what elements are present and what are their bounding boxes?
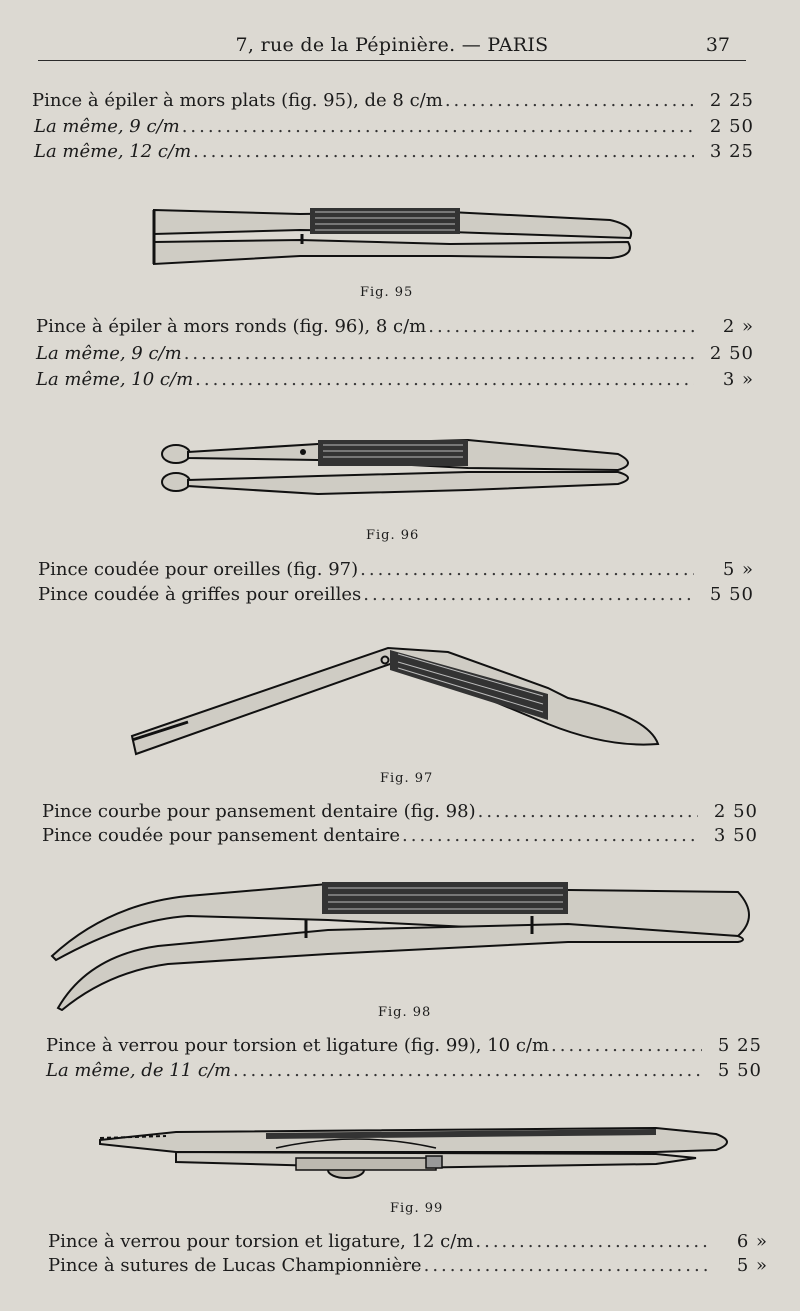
leader-dots (402, 823, 698, 849)
round-tweezers-illustration (158, 432, 638, 504)
leader-dots (475, 1229, 708, 1255)
item-price: 3 25 (709, 141, 754, 162)
item-price: 5 50 (717, 1060, 762, 1081)
leader-dots (424, 1253, 708, 1279)
leader-dots (551, 1033, 702, 1059)
list-item (36, 314, 754, 340)
leader-dots (360, 557, 694, 583)
item-label: La même, 12 c/m (34, 141, 192, 162)
leader-dots (363, 582, 694, 608)
list-item (42, 799, 758, 825)
item-price: 6 » (736, 1231, 768, 1252)
leader-dots (478, 799, 698, 825)
leader-dots (428, 314, 694, 340)
figure-caption: Fig. 98 (378, 1005, 432, 1020)
item-price: 2 50 (713, 801, 758, 822)
figure-caption: Fig. 97 (380, 771, 434, 786)
item-label: La même, 9 c/m (34, 116, 180, 137)
leader-dots (445, 88, 694, 114)
list-item (36, 367, 754, 393)
list-item (38, 557, 754, 583)
list-item (32, 88, 754, 114)
item-price: 5 » (722, 559, 754, 580)
page-number: 37 (705, 34, 730, 56)
list-item (46, 1058, 762, 1084)
list-item (46, 1033, 762, 1059)
item-label: Pince courbe pour pansement dentaire (fig. 98) (42, 801, 476, 822)
item-price: 5 25 (717, 1035, 762, 1056)
item-price: 2 50 (709, 343, 754, 364)
item-price: 2 25 (709, 90, 754, 111)
list-item (34, 114, 754, 140)
leader-dots (184, 341, 694, 367)
leader-dots (233, 1058, 702, 1084)
list-item (34, 139, 754, 165)
figure-caption: Fig. 96 (366, 528, 420, 543)
list-item (36, 341, 754, 367)
item-label: La même, de 11 c/m (46, 1060, 232, 1081)
list-item (38, 582, 754, 608)
header-address: 7, rue de la Pépinière. — PARIS (235, 34, 549, 56)
item-label: Pince coudée pour oreilles (fig. 97) (38, 559, 359, 580)
item-label: La même, 9 c/m (36, 343, 182, 364)
item-price: 2 » (722, 316, 754, 337)
item-label: Pince à sutures de Lucas Championnière (48, 1255, 422, 1276)
leader-dots (195, 367, 694, 393)
item-label: Pince à verrou pour torsion et ligature (fig. 99), 10 c/m (46, 1035, 550, 1056)
page-header (38, 30, 746, 61)
leader-dots (182, 114, 694, 140)
item-label: Pince à épiler à mors plats (fig. 95), de 8 c/m (32, 90, 443, 111)
list-item (48, 1253, 768, 1279)
item-label: Pince coudée pour pansement dentaire (42, 825, 401, 846)
locking-torsion-forceps-illustration (96, 1122, 738, 1184)
bent-ear-forceps-illustration (128, 636, 663, 761)
figure-caption: Fig. 95 (360, 285, 414, 300)
item-label: Pince à épiler à mors ronds (fig. 96), 8 c/m (36, 316, 427, 337)
leader-dots (193, 139, 694, 165)
item-label: Pince à verrou pour torsion et ligature, 12 c/m (48, 1231, 474, 1252)
list-item (48, 1229, 768, 1255)
item-label: La même, 10 c/m (36, 369, 194, 390)
item-price: 5 » (736, 1255, 768, 1276)
item-price: 3 » (722, 369, 754, 390)
flat-tweezers-illustration (150, 200, 640, 274)
item-price: 2 50 (709, 116, 754, 137)
list-item (42, 823, 758, 849)
item-price: 5 50 (709, 584, 754, 605)
item-label: Pince coudée à griffes pour oreilles (38, 584, 362, 605)
curved-dental-forceps-illustration (48, 876, 758, 1011)
figure-caption: Fig. 99 (390, 1201, 444, 1216)
item-price: 3 50 (713, 825, 758, 846)
